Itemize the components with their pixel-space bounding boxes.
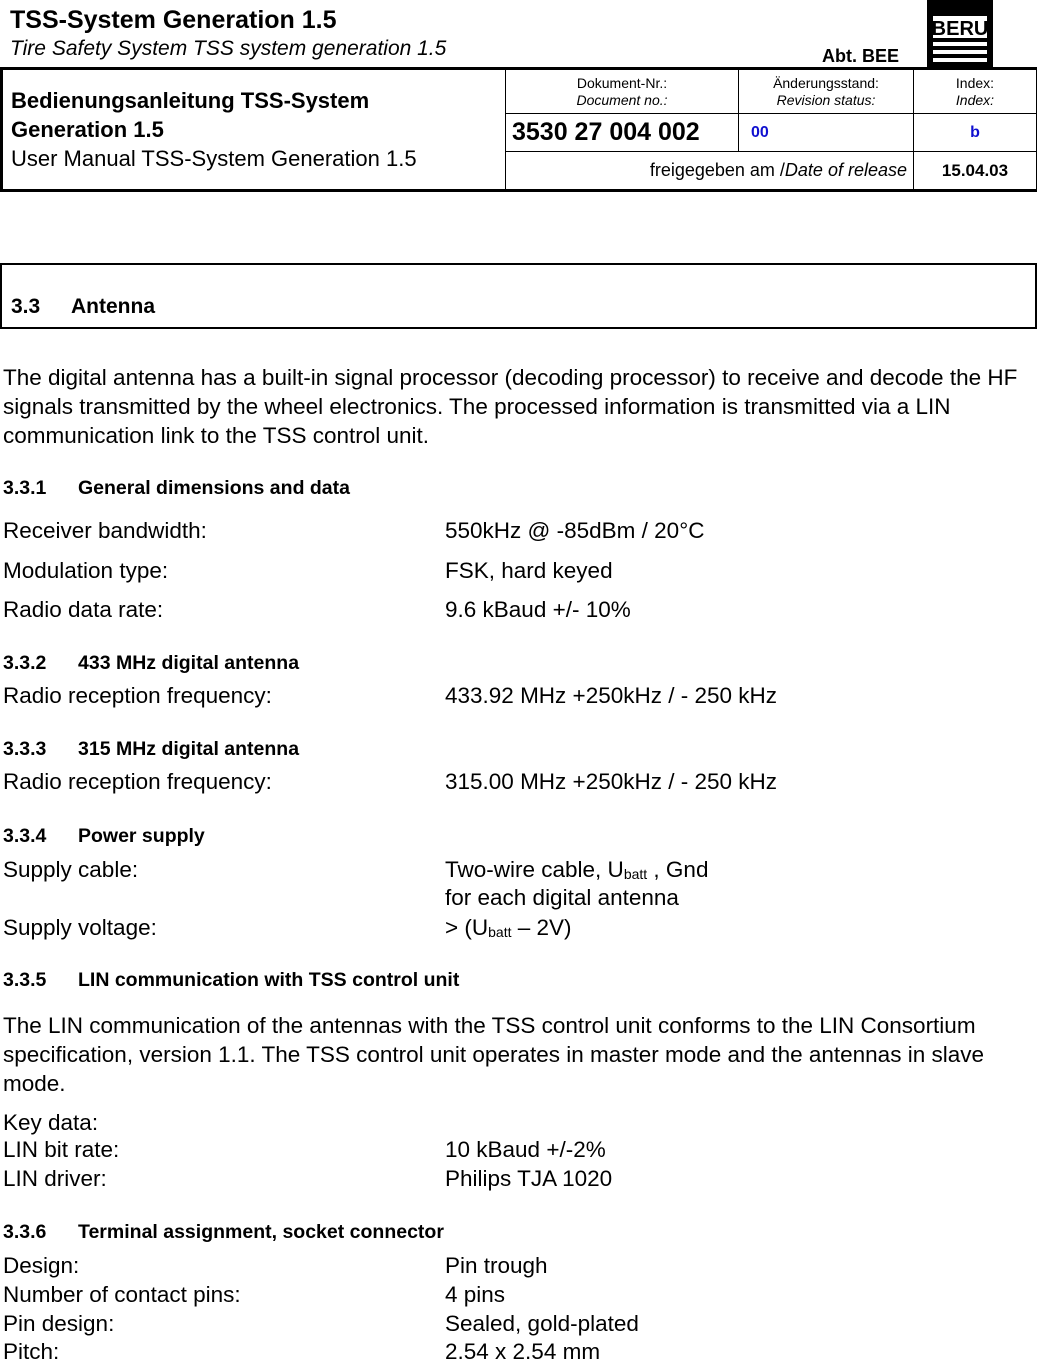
release-label-de: freigegeben am /	[650, 160, 785, 180]
revision-label-de: Änderungsstand:	[739, 75, 913, 92]
revision-status: 00	[739, 114, 914, 152]
document-meta-table	[0, 67, 1037, 192]
supply-cable-value-line2: for each digital antenna	[445, 885, 679, 911]
subsection-title: Terminal assignment, socket connector	[78, 1221, 444, 1244]
supply-voltage-offset: – 2V)	[512, 915, 572, 940]
supply-cable-text: Two-wire cable, U	[445, 857, 624, 882]
receiver-bandwidth-label: Receiver bandwidth:	[3, 518, 207, 544]
supply-cable-gnd: , Gnd	[647, 857, 708, 882]
design-label: Design:	[3, 1253, 79, 1279]
manual-title-cell	[2, 69, 506, 191]
subsection-title: Power supply	[78, 825, 205, 848]
modulation-type-value: FSK, hard keyed	[445, 558, 613, 584]
manual-title-en: User Manual TSS-System Generation 1.5	[11, 144, 505, 173]
doc-no-label-cell	[506, 69, 739, 114]
lin-driver-value: Philips TJA 1020	[445, 1166, 612, 1192]
section-number: 3.3	[11, 295, 40, 319]
section-intro: The digital antenna has a built-in signal processor (decoding processor) to receive and decode the HF signals transmitted by the wheel electronics. The processed information is transmitted via a LIN communication link to the TSS control unit.	[3, 363, 1033, 450]
freq-433-label: Radio reception frequency:	[3, 683, 272, 709]
freq-315-value: 315.00 MHz +250kHz / - 250 kHz	[445, 769, 777, 795]
doc-no-label-de: Dokument-Nr.:	[506, 75, 738, 92]
radio-data-rate-label: Radio data rate:	[3, 597, 163, 623]
receiver-bandwidth-value: 550kHz @ -85dBm / 20°C	[445, 518, 704, 544]
supply-voltage-text: > (U	[445, 915, 488, 940]
subsection-number: 3.3.1	[3, 477, 46, 500]
freq-315-label: Radio reception frequency:	[3, 769, 272, 795]
index-label-en: Index:	[956, 92, 994, 108]
pitch-label: Pitch:	[3, 1339, 59, 1365]
index-label-cell	[914, 69, 1037, 114]
pitch-value: 2.54 x 2.54 mm	[445, 1339, 600, 1365]
document-title: TSS-System Generation 1.5	[10, 6, 337, 35]
contact-pins-label: Number of contact pins:	[3, 1282, 241, 1308]
lin-communication-text: The LIN communication of the antennas with the TSS control unit conforms to the LIN Consortium specification, version 1.1. The TSS control unit operates in master mode and the antennas in slave mode.	[3, 1011, 1033, 1098]
supply-cable-value	[445, 857, 708, 883]
section-title: Antenna	[71, 295, 155, 319]
subsection-title: LIN communication with TSS control unit	[78, 969, 459, 992]
release-label-cell	[506, 152, 914, 191]
supply-voltage-label: Supply voltage:	[3, 915, 157, 941]
subsection-number: 3.3.3	[3, 738, 46, 761]
subsection-title: 315 MHz digital antenna	[78, 738, 299, 761]
beru-logo-icon	[927, 0, 993, 67]
key-data-label: Key data:	[3, 1110, 98, 1136]
subsection-title: 433 MHz digital antenna	[78, 652, 299, 675]
revision-label-cell	[739, 69, 914, 114]
manual-title-line1: Bedienungsanleitung TSS-System	[11, 86, 505, 115]
release-date: 15.04.03	[914, 152, 1037, 191]
radio-data-rate-value: 9.6 kBaud +/- 10%	[445, 597, 631, 623]
doc-no-label-en: Document no.:	[576, 92, 667, 108]
manual-title-line2: Generation 1.5	[11, 115, 505, 144]
logo-text: BERU	[932, 18, 989, 40]
subsection-title: General dimensions and data	[78, 477, 350, 500]
pin-design-value: Sealed, gold-plated	[445, 1311, 639, 1337]
release-label-en: Date of release	[785, 160, 907, 180]
subsection-number: 3.3.6	[3, 1221, 46, 1244]
index-value: b	[914, 114, 1037, 152]
department-label: Abt. BEE	[822, 46, 899, 67]
supply-cable-subscript: batt	[624, 866, 647, 882]
supply-voltage-subscript: batt	[488, 924, 511, 940]
pin-design-label: Pin design:	[3, 1311, 114, 1337]
section-heading-box	[0, 263, 1037, 329]
modulation-type-label: Modulation type:	[3, 558, 168, 584]
design-value: Pin trough	[445, 1253, 548, 1279]
document-subtitle: Tire Safety System TSS system generation 1.5	[10, 37, 446, 61]
subsection-number: 3.3.5	[3, 969, 46, 992]
beru-logo	[927, 0, 993, 67]
freq-433-value: 433.92 MHz +250kHz / - 250 kHz	[445, 683, 777, 709]
document-number: 3530 27 004 002	[506, 114, 739, 152]
subsection-number: 3.3.4	[3, 825, 46, 848]
index-label-de: Index:	[914, 75, 1036, 92]
supply-voltage-value	[445, 915, 572, 941]
revision-label-en: Revision status:	[777, 92, 876, 108]
subsection-number: 3.3.2	[3, 652, 46, 675]
lin-driver-label: LIN driver:	[3, 1166, 107, 1192]
lin-bit-rate-value: 10 kBaud +/-2%	[445, 1137, 606, 1163]
lin-bit-rate-label: LIN bit rate:	[3, 1137, 119, 1163]
supply-cable-label: Supply cable:	[3, 857, 138, 883]
contact-pins-value: 4 pins	[445, 1282, 505, 1308]
